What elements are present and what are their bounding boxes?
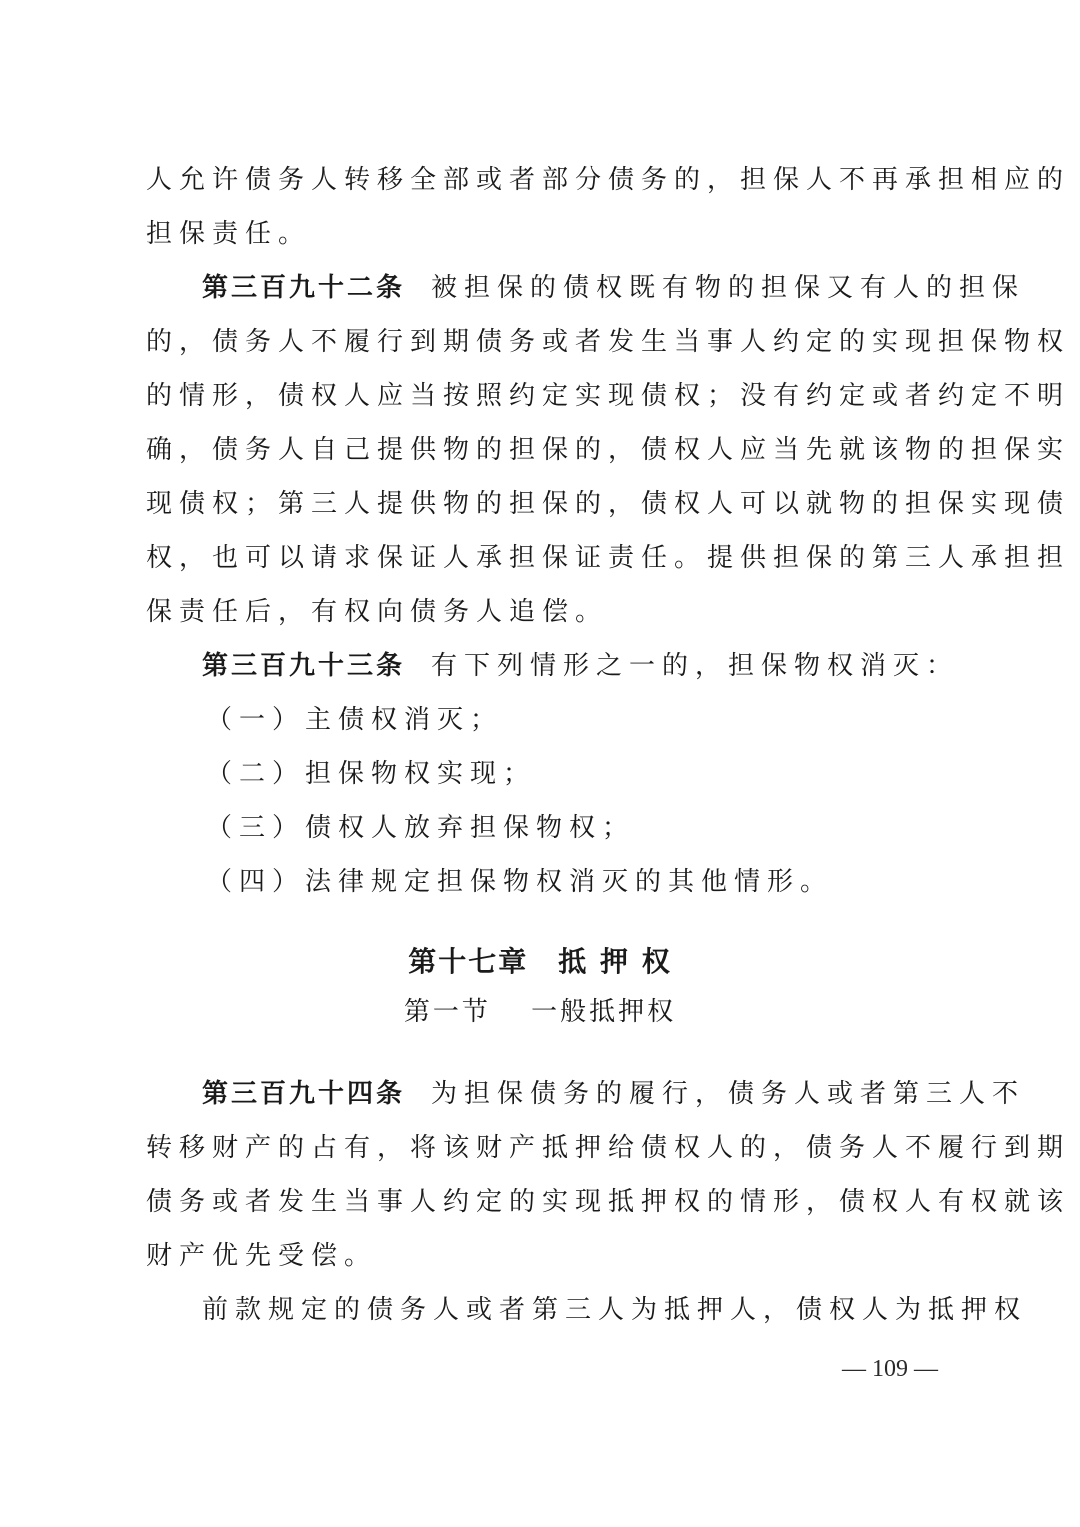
text-line: 被担保的债权既有物的担保又有人的担保 [431, 273, 1026, 303]
text-line: 前款规定的债务人或者第三人为抵押人，债权人为抵押权 [202, 1295, 1028, 1325]
text-line: 有下列情形之一的，担保物权消灭： [431, 651, 960, 681]
text-line: 人允许债务人转移全部或者部分债务的，担保人不再承担相应的 [146, 165, 1071, 195]
article-number: 第三百九十三条 [202, 651, 406, 681]
text-line: 的，债务人不履行到期债务或者发生当事人约定的实现担保物权 [146, 327, 1071, 357]
text-line: 权，也可以请求保证人承担保证责任。提供担保的第三人承担担 [146, 543, 1071, 573]
text-line: 担保责任。 [146, 219, 312, 249]
article-392-first-line [202, 268, 1026, 308]
text-line: 债务或者发生当事人约定的实现抵押权的情形，债权人有权就该 [146, 1187, 1071, 1217]
text-line: 为担保债务的履行，债务人或者第三人不 [431, 1079, 1026, 1109]
list-item: （一）主债权消灭； [206, 705, 504, 735]
page-number: — 109 — [842, 1356, 938, 1382]
text-line: 的情形，债权人应当按照约定实现债权；没有约定或者约定不明 [146, 381, 1071, 411]
text-line: 确，债务人自己提供物的担保的，债权人应当先就该物的担保实 [146, 435, 1071, 465]
text-line: 保责任后，有权向债务人追偿。 [146, 597, 609, 627]
chapter-title: 第十七章 抵 押 权 [408, 945, 672, 978]
article-394-first-line [202, 1074, 1026, 1114]
list-item: （二）担保物权实现； [206, 759, 537, 789]
text-line: 现债权；第三人提供物的担保的，债权人可以就物的担保实现债 [146, 489, 1071, 519]
article-number: 第三百九十二条 [202, 273, 406, 303]
list-item: （四）法律规定担保物权消灭的其他情形。 [206, 867, 834, 897]
article-number: 第三百九十四条 [202, 1079, 406, 1109]
section-title: 第一节 一般抵押权 [403, 997, 677, 1027]
list-item: （三）债权人放弃担保物权； [206, 813, 636, 843]
text-line: 财产优先受偿。 [146, 1241, 378, 1271]
article-393-first-line [202, 646, 960, 686]
text-line: 转移财产的占有，将该财产抵押给债权人的，债务人不履行到期 [146, 1133, 1071, 1163]
